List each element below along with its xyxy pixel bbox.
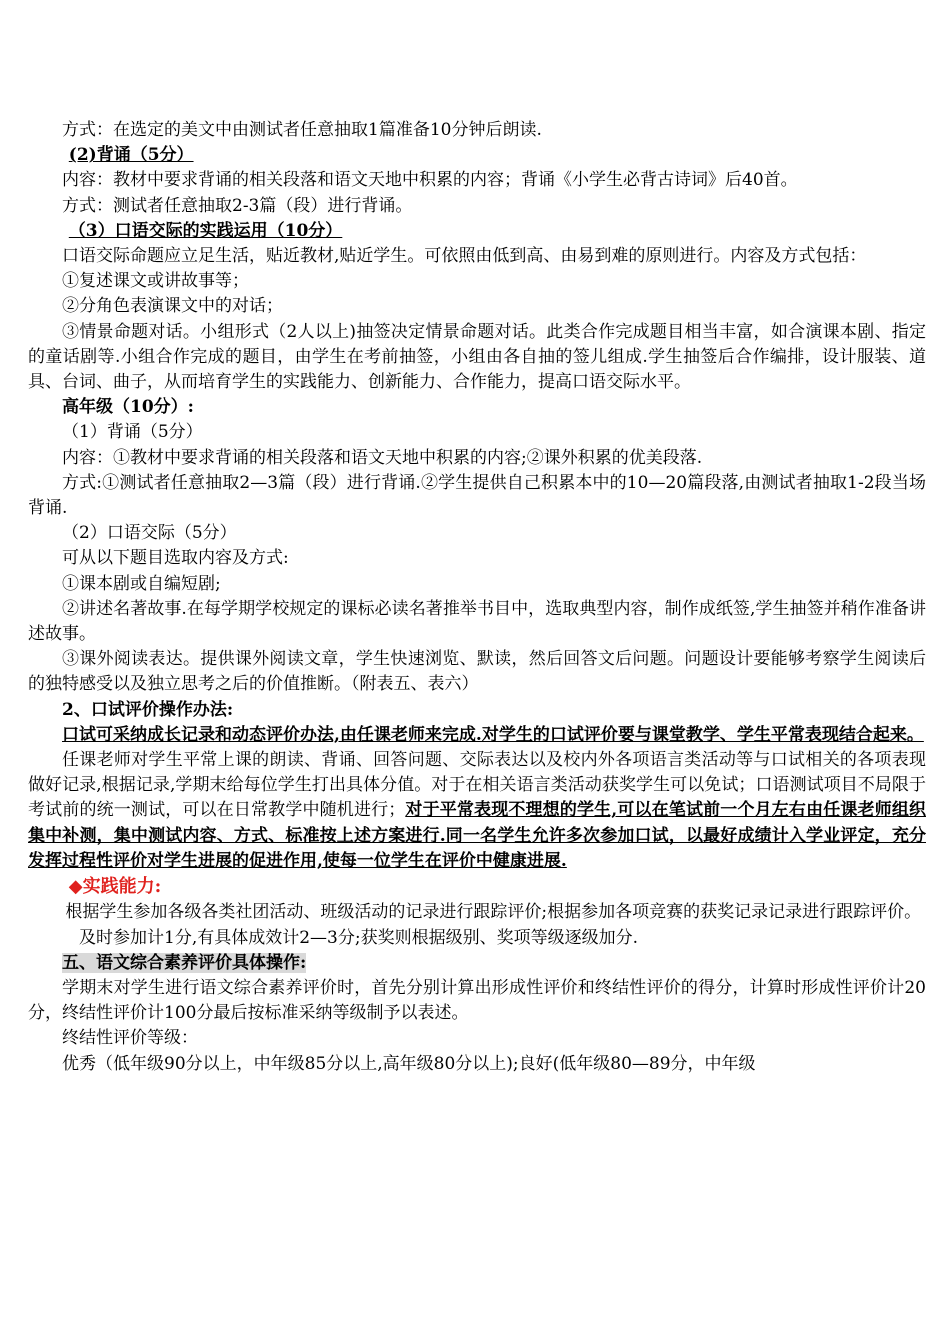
document-page xyxy=(28,118,926,1077)
summative-grade-label: 终结性评价等级： xyxy=(62,1028,198,1049)
oral-item: ①复述课文或讲故事等； xyxy=(62,271,249,292)
heading-recite xyxy=(28,143,926,168)
heading-senior: 高年级（10分）: xyxy=(62,397,194,418)
oral-item: ③情景命题对话。小组形式（2人以上)抽签决定情景命题对话。此类合作完成题目相当丰富，如合演课本剧、指定的童话剧等.小组合作完成的题目，由学生在考前抽签，小组由各自抽的签儿组成.学生抽签后合作编排，设计服装、道具、台词、曲子，从而培育学生的实践能力、创新能力、合作能力，提高口语交际水平。 xyxy=(28,321,926,393)
section-five-paragraph: 学期末对学生进行语文综合素养评价时，首先分别计算出形成性评价和终结性评价的得分，计算时形成性评价计20分，终结性评价计100分最后按标准采纳等级制予以表述。 xyxy=(28,977,926,1024)
senior-item: ②讲述名著故事.在每学期学校规定的课标必读名著推举书目中，选取典型内容，制作成纸签,学生抽签并稍作准备讲述故事。 xyxy=(28,598,926,645)
oral-intro-paragraph: 口语交际命题应立足生活，贴近教材,贴近学生。可依照由低到高、由易到难的原则进行。内容及方式包括： xyxy=(62,246,867,267)
senior-content-paragraph: 内容：①教材中要求背诵的相关段落和语文天地中积累的内容;②课外积累的优美段落. xyxy=(62,447,703,468)
senior-item: ③课外阅读表达。提供课外阅读文章，学生快速浏览、默读，然后回答文后问题。问题设计要能够考察学生阅读后的独特感受以及独立思考之后的价值推断。（附表五、表六） xyxy=(28,649,926,695)
oral-evaluation-bold-paragraph: 口试可采纳成长记录和动态评价办法,由任课老师来完成.对学生的口试评价要与课堂教学、学生平常表现结合起来。 xyxy=(62,724,924,745)
heading-section-five xyxy=(28,951,926,976)
oral-evaluation-paragraph xyxy=(28,748,926,874)
heading-practice xyxy=(28,874,926,900)
method-paragraph: 方式：在选定的美文中由测试者任意抽取1篇准备10分钟后朗读. xyxy=(62,120,542,140)
heading-senior-recite: （1）背诵（5分） xyxy=(62,422,203,443)
recite-method-paragraph: 方式：测试者任意抽取2-3篇（段）进行背诵。 xyxy=(62,195,413,216)
recite-content-paragraph: 内容：教材中要求背诵的相关段落和语文天地中积累的内容；背诵《小学生必背古诗词》后40首。 xyxy=(62,170,798,191)
senior-method-paragraph: 方式:①测试者任意抽取2—3篇（段）进行背诵.②学生提供自己积累本中的10—20篇段落,由测试者抽取1-2段当场背诵. xyxy=(28,472,926,519)
heading-oral-evaluation: 2、口试评价操作办法: xyxy=(62,699,234,720)
oral-item: ②分角色表演课文中的对话； xyxy=(62,296,283,317)
heading-oral xyxy=(28,219,926,244)
oral-evaluation-normal-text: 任课老师对学生平常上课的朗读、背诵、回答问题、交际表达以及校内外各项语言类活动等与口试相关的各项表现做好记录,根据记录,学期末给每位学生打出具体分值。对于在相关语言类活动获奖学生可以免试；口语测试项目不局限于考试前的统一测试，可以在日常教学中随机进行； xyxy=(28,750,926,821)
senior-oral-intro: 可从以下题目选取内容及方式: xyxy=(62,548,289,569)
practice-score-paragraph: 及时参加计1分,有具体成效计2—3分;获奖则根据级别、奖项等级逐级加分. xyxy=(79,927,638,948)
grade-standards-paragraph: 优秀（低年级90分以上，中年级85分以上,高年级80分以上);良好(低年级80—89分，中年级 xyxy=(62,1053,756,1074)
oral-evaluation-underlined-text: 对于平常表现不理想的学生,可以在笔试前一个月左右由任课老师组织集中补测，集中测试内容、方式、标准按上述方案进行.同一名学生允许多次参加口试，以最好成绩计入学业评定，充分发挥过程性评价对学生进展的促进作用,使每一位学生在评价中健康进展. xyxy=(28,800,926,871)
senior-item: ①课本剧或自编短剧; xyxy=(62,573,221,594)
heading-oral-text: （3）口语交际的实践运用（10分） xyxy=(68,220,343,241)
heading-practice-text: ◆实践能力: xyxy=(68,876,162,898)
practice-paragraph: 根据学生参加各级各类社团活动、班级活动的记录进行跟踪评价;根据参加各项竞赛的获奖记录记录进行跟踪评价。 xyxy=(65,902,922,923)
heading-section-five-text: 五、语文综合素养评价具体操作: xyxy=(62,952,307,973)
heading-recite-text: (2)背诵（5分） xyxy=(68,145,194,166)
heading-senior-oral: （2）口语交际（5分） xyxy=(62,523,237,544)
